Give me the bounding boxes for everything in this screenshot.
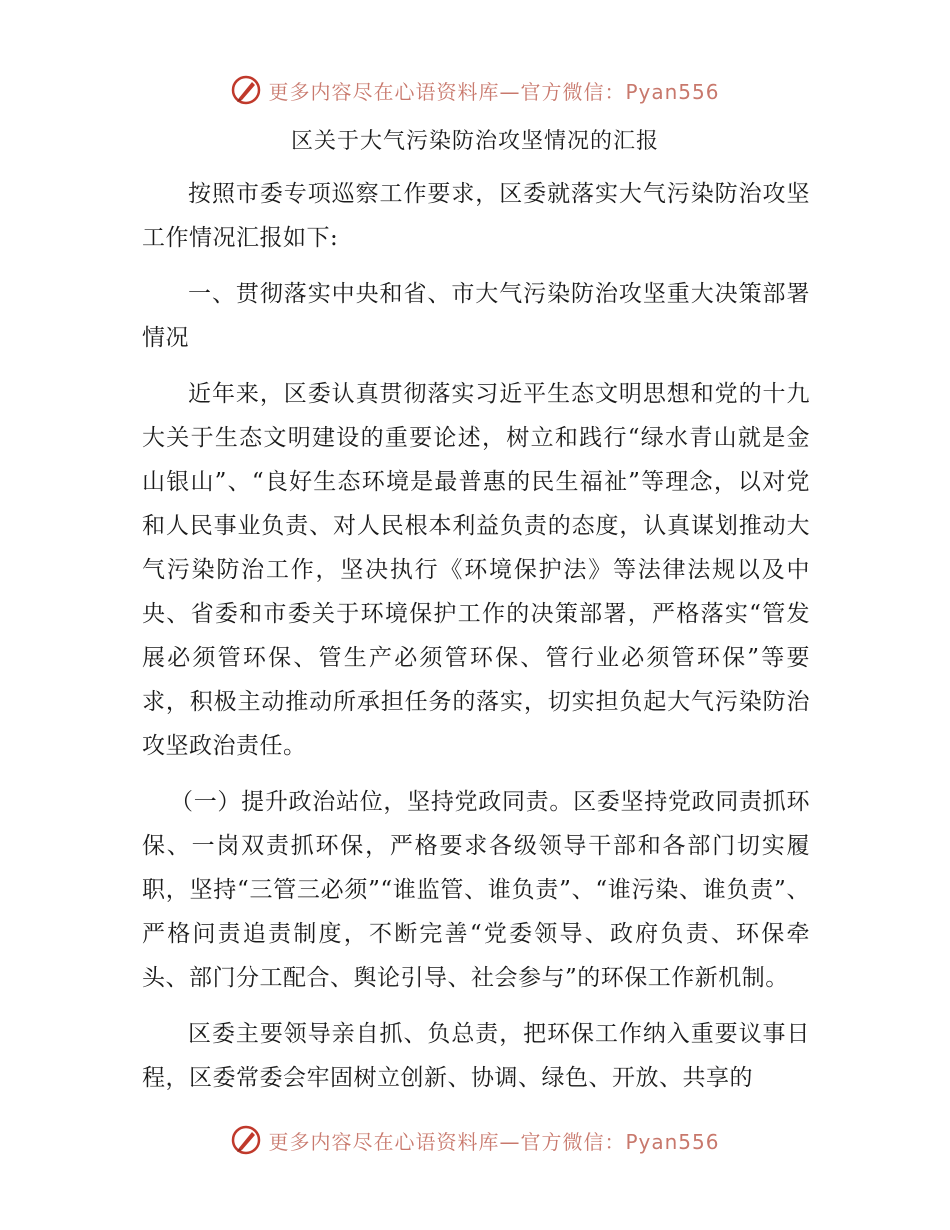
pen-logo-icon: [230, 74, 262, 106]
watermark-header: [0, 70, 950, 110]
watermark-footer: [0, 1120, 950, 1160]
paragraph-intro: 按照市委专项巡察工作要求，区委就落实大气污染防治攻坚工作情况汇报如下:: [142, 181, 810, 251]
paragraph-leadership: 区委主要领导亲自抓、负总责，把环保工作纳入重要议事日程，区委常委会牢固树立创新、协调、绿色、开放、共享的: [142, 1021, 810, 1091]
section-heading: 一、贯彻落实中央和省、市大气污染防治攻坚重大决策部署情况: [142, 281, 810, 351]
document-title: 区关于大气污染防治攻坚情况的汇报: [290, 129, 659, 154]
watermark-text: 更多内容尽在心语资料库—官方微信：Pyan556: [268, 79, 720, 104]
pen-logo-icon: [230, 1124, 262, 1156]
paragraph-overview: 近年来，区委认真贯彻落实习近平生态文明思想和党的十九大关于生态文明建设的重要论述，树立和践行“绿水青山就是金山银山”、“良好生态环境是最普惠的民生福祉”等理念，以对党和人民事业负责、对人民根本利益负责的态度，认真谋划推动大气污染防治工作，坚决执行《环境保护法》等法律法规以及中央、省委和市委关于环境保护工作的决策部署，严格落实“管发展必须管环保、管生产必须管环保、管行业必须管环保”等要求，积极主动推动所承担任务的落实，切实担负起大气污染防治攻坚政治责任。: [142, 381, 810, 759]
watermark-text: 更多内容尽在心语资料库—官方微信：Pyan556: [268, 1129, 720, 1154]
document-body: [142, 172, 810, 1112]
paragraph-subsection-1: （一）提升政治站位，坚持党政同责。区委坚持党政同责抓环保、一岗双责抓环保，严格要求各级领导干部和各部门切实履职，坚持“三管三必须”“谁监管、谁负责”、“谁污染、谁负责”、严格问责追责制度，不断完善“党委领导、政府负责、环保牵头、部门分工配合、舆论引导、社会参与”的环保工作新机制。: [142, 789, 810, 991]
